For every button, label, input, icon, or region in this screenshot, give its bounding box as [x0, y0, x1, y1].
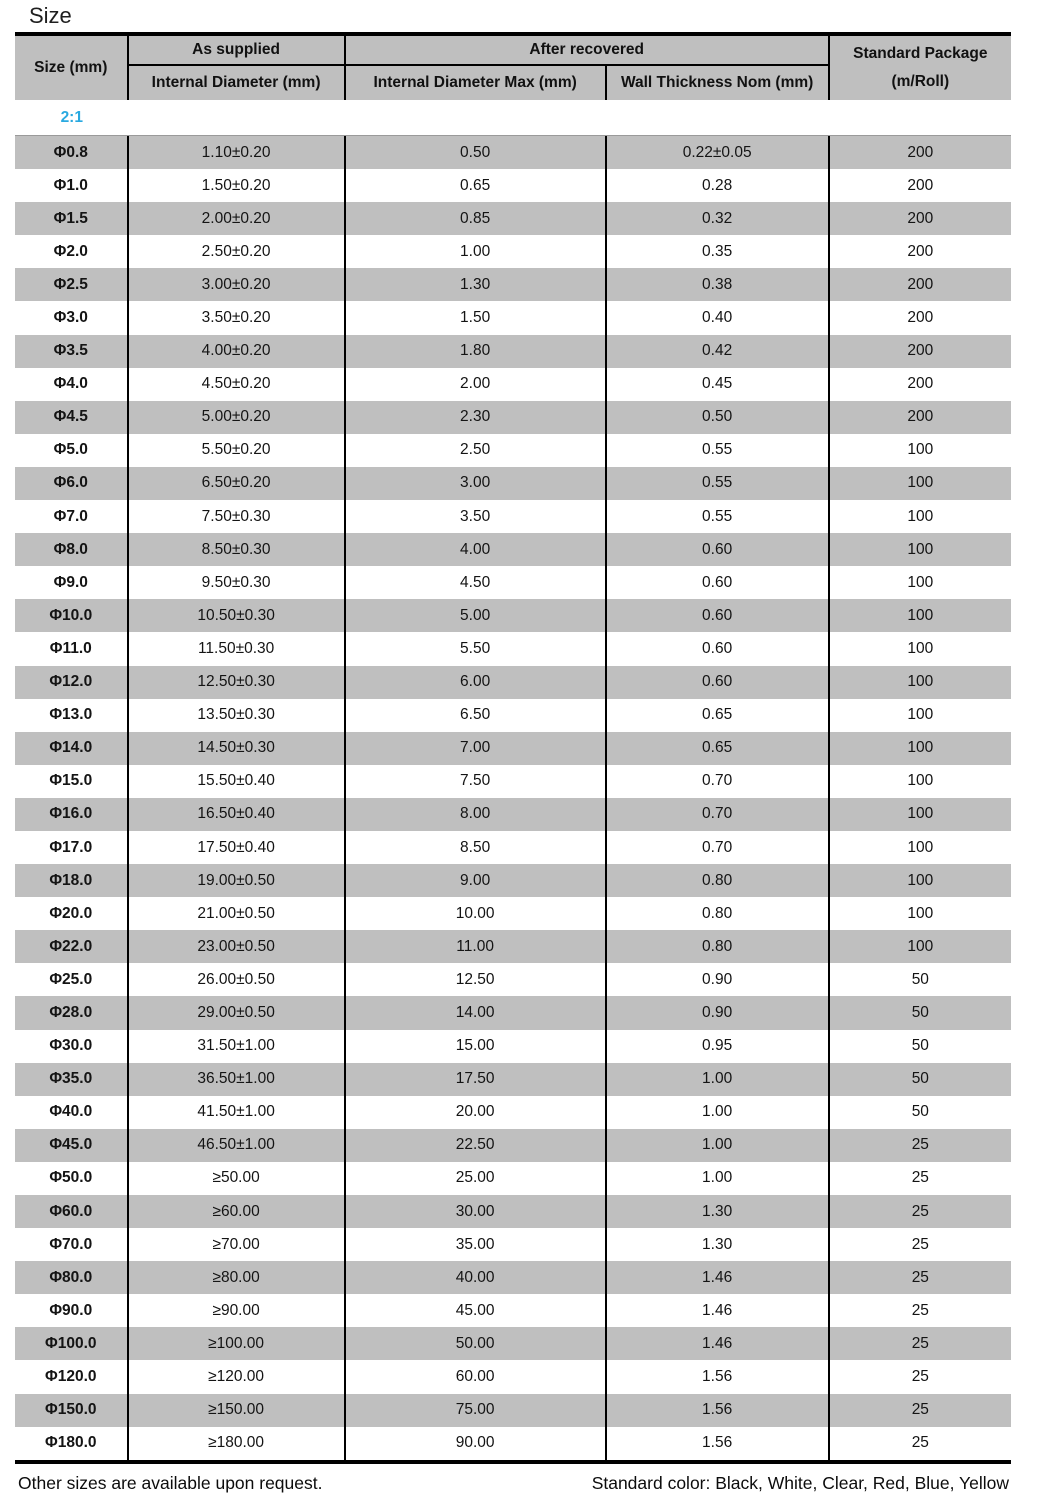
cell-wall-thickness: 0.65: [607, 699, 830, 732]
cell-package: 100: [907, 838, 934, 856]
cell-internal-diameter-max: 20.00: [346, 1096, 607, 1129]
cell-wall-thickness: 0.60: [607, 632, 830, 665]
cell-wall-thickness: 0.35: [607, 235, 830, 268]
cell-size: Φ13.0: [15, 699, 129, 732]
cell-size: Φ8.0: [15, 533, 129, 566]
table-row: [15, 1427, 1011, 1460]
cell-package: 25: [911, 1202, 929, 1220]
cell-package: 25: [911, 1334, 929, 1352]
cell-internal-diameter: 19.00±0.50: [129, 864, 346, 897]
cell-wall-thickness: 0.80: [607, 864, 830, 897]
table-row: [15, 996, 1011, 1029]
cell-wall-thickness: 0.55: [607, 434, 830, 467]
cell-wall-thickness: 0.60: [607, 599, 830, 632]
table-row: [15, 401, 1011, 434]
cell-package: 200: [907, 309, 934, 327]
cell-internal-diameter: 15.50±0.40: [129, 765, 346, 798]
cell-wall-thickness: 1.30: [607, 1228, 830, 1261]
cell-wall-thickness: 0.90: [607, 963, 830, 996]
cell-internal-diameter-max: 90.00: [346, 1427, 607, 1460]
cell-package: 100: [907, 673, 934, 691]
cell-wall-thickness: 0.60: [607, 666, 830, 699]
table-row: [15, 235, 1011, 268]
cell-wall-thickness: 1.46: [607, 1327, 830, 1360]
cell-internal-diameter-max: 1.80: [346, 335, 607, 368]
cell-package: 25: [911, 1268, 929, 1286]
cell-wall-thickness: 0.40: [607, 301, 830, 334]
footer-notes: [15, 1464, 1011, 1494]
cell-internal-diameter: 4.00±0.20: [129, 335, 346, 368]
spec-sheet-page: [15, 0, 1011, 1494]
cell-package: 100: [907, 573, 934, 591]
table-body: [15, 135, 1011, 1464]
table-row: [15, 732, 1011, 765]
cell-wall-thickness: 1.56: [607, 1394, 830, 1427]
cell-internal-diameter: 26.00±0.50: [129, 963, 346, 996]
cell-internal-diameter: 6.50±0.20: [129, 467, 346, 500]
table-row: [15, 699, 1011, 732]
table-row: [15, 897, 1011, 930]
cell-wall-thickness: 0.45: [607, 368, 830, 401]
cell-package: 100: [907, 739, 934, 757]
table-row: [15, 1129, 1011, 1162]
cell-internal-diameter: 5.50±0.20: [129, 434, 346, 467]
cell-internal-diameter-max: 2.50: [346, 434, 607, 467]
cell-size: Φ90.0: [15, 1294, 129, 1327]
cell-package: 200: [907, 176, 934, 194]
cell-package: 25: [911, 1301, 929, 1319]
cell-internal-diameter: 7.50±0.30: [129, 500, 346, 533]
header-wall-thickness: Wall Thickness Nom (mm): [607, 66, 830, 100]
cell-size: Φ14.0: [15, 732, 129, 765]
cell-size: Φ3.5: [15, 335, 129, 368]
cell-wall-thickness: 0.65: [607, 732, 830, 765]
cell-internal-diameter: 12.50±0.30: [129, 666, 346, 699]
cell-package: 50: [911, 1070, 929, 1088]
cell-package: 50: [911, 1103, 929, 1121]
cell-wall-thickness: 0.60: [607, 533, 830, 566]
cell-internal-diameter: 46.50±1.00: [129, 1129, 346, 1162]
cell-package: 200: [907, 275, 934, 293]
cell-internal-diameter-max: 0.50: [346, 136, 607, 169]
cell-internal-diameter: 2.00±0.20: [129, 202, 346, 235]
cell-size: Φ40.0: [15, 1096, 129, 1129]
cell-internal-diameter: 4.50±0.20: [129, 368, 346, 401]
table-row: [15, 599, 1011, 632]
cell-size: Φ4.0: [15, 368, 129, 401]
table-row: [15, 798, 1011, 831]
cell-internal-diameter: 8.50±0.30: [129, 533, 346, 566]
cell-wall-thickness: 1.56: [607, 1427, 830, 1460]
cell-size: Φ45.0: [15, 1129, 129, 1162]
cell-internal-diameter: 41.50±1.00: [129, 1096, 346, 1129]
table-row: [15, 1327, 1011, 1360]
cell-internal-diameter: 2.50±0.20: [129, 235, 346, 268]
cell-size: Φ17.0: [15, 831, 129, 864]
table-row: [15, 335, 1011, 368]
cell-wall-thickness: 0.70: [607, 831, 830, 864]
header-as-supplied: As supplied: [129, 36, 346, 66]
cell-package: 25: [911, 1434, 929, 1452]
cell-package: 100: [907, 540, 934, 558]
cell-package: 100: [907, 937, 934, 955]
table-row: [15, 666, 1011, 699]
cell-size: Φ12.0: [15, 666, 129, 699]
cell-internal-diameter-max: 14.00: [346, 996, 607, 1029]
cell-internal-diameter-max: 15.00: [346, 1030, 607, 1063]
cell-size: Φ10.0: [15, 599, 129, 632]
table-row: [15, 566, 1011, 599]
cell-internal-diameter: ≥60.00: [129, 1195, 346, 1228]
table-row: [15, 765, 1011, 798]
cell-size: Φ30.0: [15, 1030, 129, 1063]
cell-size: Φ2.5: [15, 268, 129, 301]
cell-internal-diameter-max: 12.50: [346, 963, 607, 996]
cell-wall-thickness: 0.42: [607, 335, 830, 368]
cell-package: 25: [911, 1368, 929, 1386]
table-row: [15, 1030, 1011, 1063]
cell-internal-diameter-max: 5.50: [346, 632, 607, 665]
cell-size: Φ100.0: [15, 1327, 129, 1360]
cell-wall-thickness: 0.70: [607, 798, 830, 831]
cell-internal-diameter: ≥100.00: [129, 1327, 346, 1360]
cell-wall-thickness: 1.00: [607, 1096, 830, 1129]
cell-internal-diameter: 3.00±0.20: [129, 268, 346, 301]
cell-package: 200: [907, 143, 934, 161]
cell-size: Φ120.0: [15, 1360, 129, 1393]
cell-internal-diameter: ≥50.00: [129, 1162, 346, 1195]
table-row: [15, 1162, 1011, 1195]
shrink-ratio-band: [15, 100, 1011, 135]
cell-wall-thickness: 0.55: [607, 500, 830, 533]
cell-package: 100: [907, 507, 934, 525]
cell-wall-thickness: 1.30: [607, 1195, 830, 1228]
cell-internal-diameter-max: 1.30: [346, 268, 607, 301]
cell-internal-diameter: 13.50±0.30: [129, 699, 346, 732]
table-row: [15, 533, 1011, 566]
cell-wall-thickness: 0.28: [607, 169, 830, 202]
cell-package: 100: [907, 639, 934, 657]
cell-package: 25: [911, 1401, 929, 1419]
cell-package: 100: [907, 606, 934, 624]
cell-internal-diameter-max: 75.00: [346, 1394, 607, 1427]
cell-package: 100: [907, 805, 934, 823]
cell-internal-diameter-max: 0.85: [346, 202, 607, 235]
cell-size: Φ180.0: [15, 1427, 129, 1460]
cell-wall-thickness: 1.00: [607, 1063, 830, 1096]
header-package-line1: Standard Package: [853, 45, 988, 62]
cell-package: 100: [907, 474, 934, 492]
cell-size: Φ4.5: [15, 401, 129, 434]
cell-size: Φ20.0: [15, 897, 129, 930]
cell-size: Φ50.0: [15, 1162, 129, 1195]
table-row: [15, 963, 1011, 996]
cell-internal-diameter-max: 6.50: [346, 699, 607, 732]
cell-internal-diameter-max: 2.30: [346, 401, 607, 434]
cell-wall-thickness: 1.56: [607, 1360, 830, 1393]
cell-size: Φ6.0: [15, 467, 129, 500]
cell-internal-diameter-max: 6.00: [346, 666, 607, 699]
cell-size: Φ11.0: [15, 632, 129, 665]
cell-size: Φ1.5: [15, 202, 129, 235]
table-row: [15, 1360, 1011, 1393]
cell-wall-thickness: 0.38: [607, 268, 830, 301]
cell-package: 50: [911, 1003, 929, 1021]
cell-size: Φ1.0: [15, 169, 129, 202]
cell-package: 25: [911, 1169, 929, 1187]
header-standard-package: [830, 36, 1011, 100]
cell-size: Φ2.0: [15, 235, 129, 268]
table-row: [15, 1294, 1011, 1327]
cell-internal-diameter: 14.50±0.30: [129, 732, 346, 765]
cell-package: 100: [907, 441, 934, 459]
cell-internal-diameter: 17.50±0.40: [129, 831, 346, 864]
cell-wall-thickness: 0.80: [607, 930, 830, 963]
cell-internal-diameter-max: 3.00: [346, 467, 607, 500]
cell-internal-diameter-max: 8.00: [346, 798, 607, 831]
cell-size: Φ35.0: [15, 1063, 129, 1096]
cell-size: Φ5.0: [15, 434, 129, 467]
cell-size: Φ16.0: [15, 798, 129, 831]
header-internal-diameter-max: Internal Diameter Max (mm): [346, 66, 607, 100]
cell-internal-diameter-max: 10.00: [346, 897, 607, 930]
cell-package: 50: [911, 1037, 929, 1055]
cell-internal-diameter: 16.50±0.40: [129, 798, 346, 831]
cell-wall-thickness: 0.95: [607, 1030, 830, 1063]
cell-size: Φ7.0: [15, 500, 129, 533]
cell-internal-diameter-max: 1.00: [346, 235, 607, 268]
table-row: [15, 632, 1011, 665]
cell-internal-diameter-max: 5.00: [346, 599, 607, 632]
table-row: [15, 202, 1011, 235]
cell-wall-thickness: 0.22±0.05: [607, 136, 830, 169]
cell-wall-thickness: 0.50: [607, 401, 830, 434]
cell-internal-diameter-max: 4.00: [346, 533, 607, 566]
cell-package: 100: [907, 904, 934, 922]
cell-wall-thickness: 1.46: [607, 1294, 830, 1327]
cell-internal-diameter-max: 2.00: [346, 368, 607, 401]
cell-internal-diameter-max: 30.00: [346, 1195, 607, 1228]
cell-internal-diameter: 31.50±1.00: [129, 1030, 346, 1063]
table-row: [15, 1394, 1011, 1427]
cell-package: 100: [907, 871, 934, 889]
cell-size: Φ25.0: [15, 963, 129, 996]
cell-internal-diameter: 1.50±0.20: [129, 169, 346, 202]
shrink-ratio-label: 2:1: [60, 108, 83, 126]
table-row: [15, 1228, 1011, 1261]
cell-internal-diameter: ≥80.00: [129, 1261, 346, 1294]
cell-size: Φ22.0: [15, 930, 129, 963]
table-row: [15, 1261, 1011, 1294]
cell-internal-diameter: 3.50±0.20: [129, 301, 346, 334]
cell-internal-diameter-max: 60.00: [346, 1360, 607, 1393]
table-row: [15, 1195, 1011, 1228]
cell-size: Φ70.0: [15, 1228, 129, 1261]
cell-internal-diameter-max: 9.00: [346, 864, 607, 897]
cell-package: 200: [907, 408, 934, 426]
cell-internal-diameter: 9.50±0.30: [129, 566, 346, 599]
cell-internal-diameter: 23.00±0.50: [129, 930, 346, 963]
footer-note-standard-colors: Standard color: Black, White, Clear, Red, Blue, Yellow: [591, 1472, 1009, 1493]
cell-internal-diameter-max: 0.65: [346, 169, 607, 202]
table-row: [15, 864, 1011, 897]
cell-internal-diameter: 36.50±1.00: [129, 1063, 346, 1096]
size-table: [15, 32, 1011, 1464]
table-row: [15, 1096, 1011, 1129]
header-internal-diameter: Internal Diameter (mm): [129, 66, 346, 100]
cell-internal-diameter-max: 25.00: [346, 1162, 607, 1195]
cell-internal-diameter-max: 8.50: [346, 831, 607, 864]
cell-wall-thickness: 0.60: [607, 566, 830, 599]
cell-package: 200: [907, 242, 934, 260]
table-row: [15, 500, 1011, 533]
cell-internal-diameter: 5.00±0.20: [129, 401, 346, 434]
cell-size: Φ9.0: [15, 566, 129, 599]
cell-internal-diameter: ≥180.00: [129, 1427, 346, 1460]
cell-internal-diameter-max: 17.50: [346, 1063, 607, 1096]
cell-internal-diameter-max: 40.00: [346, 1261, 607, 1294]
table-row: [15, 169, 1011, 202]
table-row: [15, 301, 1011, 334]
cell-size: Φ28.0: [15, 996, 129, 1029]
cell-wall-thickness: 0.80: [607, 897, 830, 930]
cell-size: Φ15.0: [15, 765, 129, 798]
cell-package: 25: [911, 1136, 929, 1154]
page-title: Size: [29, 3, 72, 28]
cell-internal-diameter-max: 4.50: [346, 566, 607, 599]
cell-size: Φ80.0: [15, 1261, 129, 1294]
footer-note-other-sizes: Other sizes are available upon request.: [18, 1472, 323, 1493]
cell-wall-thickness: 1.00: [607, 1162, 830, 1195]
cell-internal-diameter-max: 35.00: [346, 1228, 607, 1261]
cell-size: Φ18.0: [15, 864, 129, 897]
cell-internal-diameter-max: 50.00: [346, 1327, 607, 1360]
cell-wall-thickness: 0.55: [607, 467, 830, 500]
cell-internal-diameter: ≥70.00: [129, 1228, 346, 1261]
cell-internal-diameter: 11.50±0.30: [129, 632, 346, 665]
cell-internal-diameter-max: 11.00: [346, 930, 607, 963]
cell-wall-thickness: 1.46: [607, 1261, 830, 1294]
table-row: [15, 1063, 1011, 1096]
cell-package: 200: [907, 375, 934, 393]
header-size: Size (mm): [15, 36, 129, 100]
cell-internal-diameter: ≥150.00: [129, 1394, 346, 1427]
cell-size: Φ0.8: [15, 136, 129, 169]
cell-internal-diameter: ≥120.00: [129, 1360, 346, 1393]
cell-internal-diameter-max: 3.50: [346, 500, 607, 533]
table-row: [15, 930, 1011, 963]
cell-wall-thickness: 0.90: [607, 996, 830, 1029]
cell-internal-diameter-max: 1.50: [346, 301, 607, 334]
cell-internal-diameter-max: 7.00: [346, 732, 607, 765]
table-row: [15, 136, 1011, 169]
cell-internal-diameter-max: 7.50: [346, 765, 607, 798]
cell-package: 50: [911, 970, 929, 988]
cell-package: 100: [907, 772, 934, 790]
cell-internal-diameter: 29.00±0.50: [129, 996, 346, 1029]
header-after-recovered: After recovered: [346, 36, 830, 66]
cell-internal-diameter-max: 45.00: [346, 1294, 607, 1327]
cell-package: 100: [907, 706, 934, 724]
cell-internal-diameter: ≥90.00: [129, 1294, 346, 1327]
cell-size: Φ150.0: [15, 1394, 129, 1427]
table-row: [15, 268, 1011, 301]
table-row: [15, 368, 1011, 401]
table-row: [15, 467, 1011, 500]
cell-internal-diameter-max: 22.50: [346, 1129, 607, 1162]
cell-wall-thickness: 1.00: [607, 1129, 830, 1162]
cell-wall-thickness: 0.70: [607, 765, 830, 798]
header-package-line2: (m/Roll): [891, 73, 950, 90]
cell-size: Φ60.0: [15, 1195, 129, 1228]
cell-size: Φ3.0: [15, 301, 129, 334]
cell-internal-diameter: 1.10±0.20: [129, 136, 346, 169]
cell-internal-diameter: 21.00±0.50: [129, 897, 346, 930]
cell-wall-thickness: 0.32: [607, 202, 830, 235]
table-row: [15, 831, 1011, 864]
table-header: [15, 32, 1011, 100]
cell-package: 25: [911, 1235, 929, 1253]
table-row: [15, 434, 1011, 467]
cell-internal-diameter: 10.50±0.30: [129, 599, 346, 632]
cell-package: 200: [907, 342, 934, 360]
cell-package: 200: [907, 209, 934, 227]
